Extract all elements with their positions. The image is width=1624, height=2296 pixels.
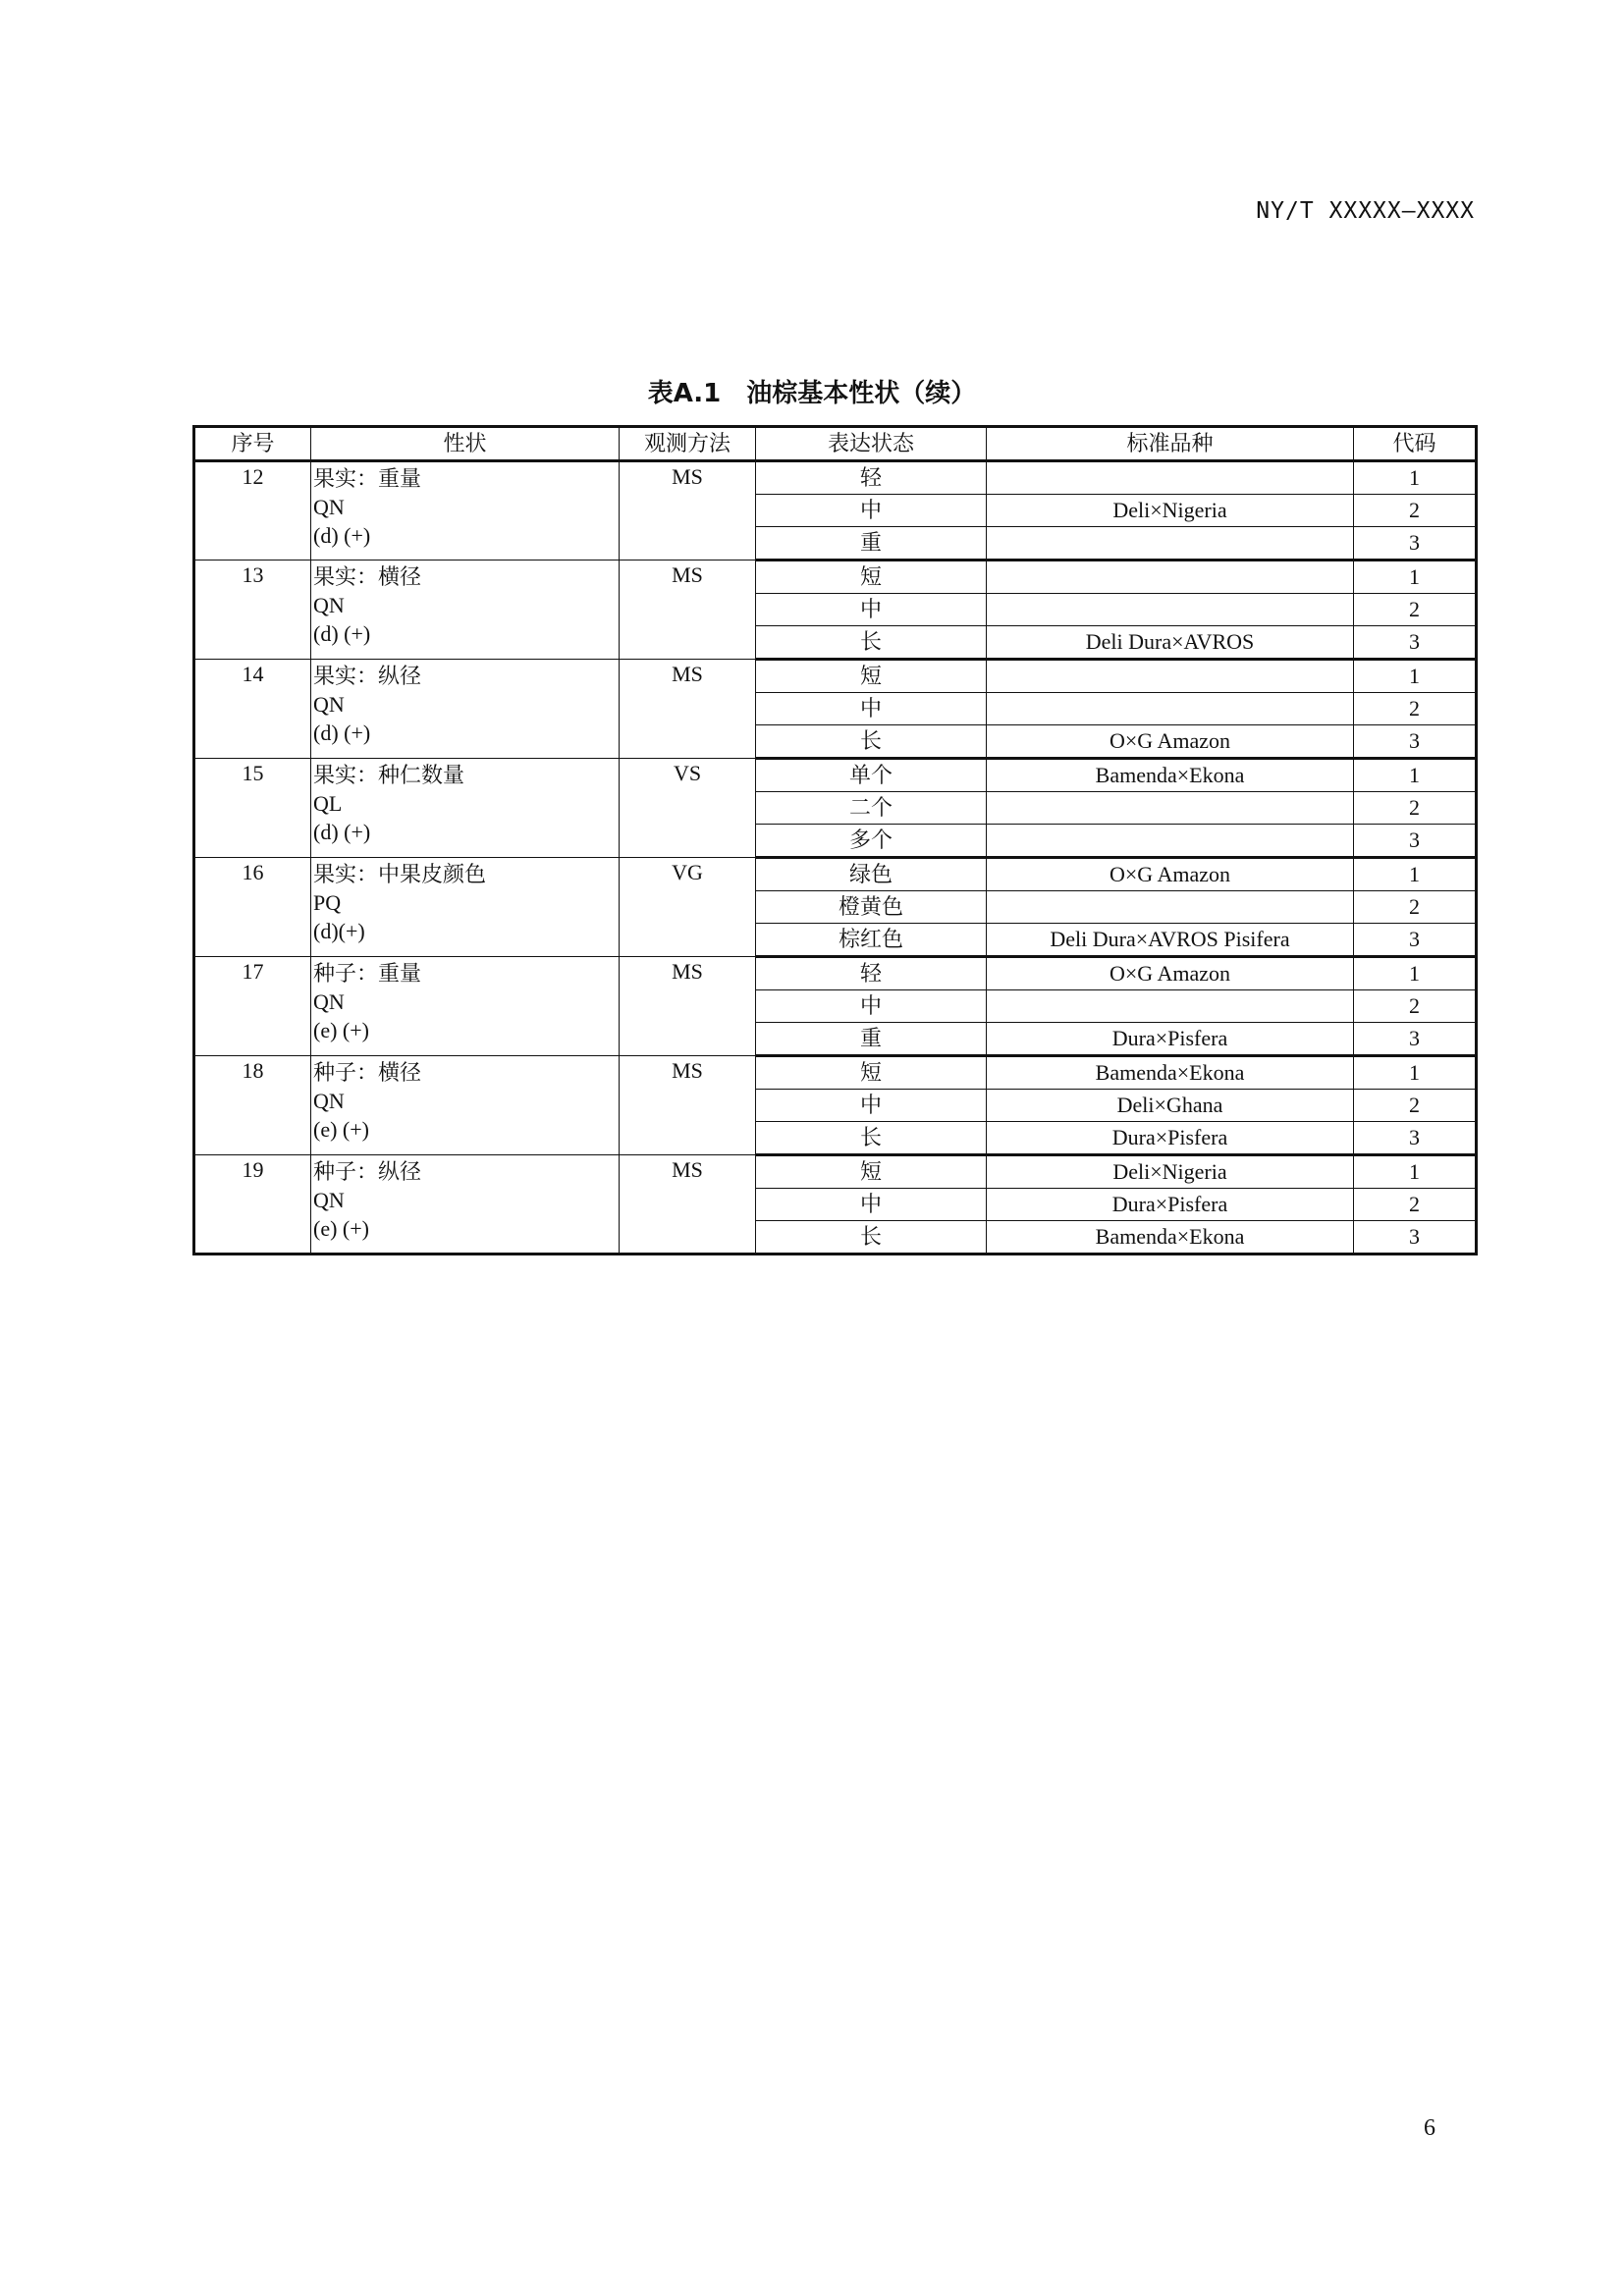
standard-variety-cell: O×G Amazon	[987, 725, 1354, 759]
code-cell: 1	[1354, 759, 1477, 792]
standard-variety-cell: O×G Amazon	[987, 858, 1354, 891]
standard-variety-cell	[987, 990, 1354, 1023]
expression-state-cell: 重	[756, 527, 987, 561]
standard-variety-cell: Bamenda×Ekona	[987, 1221, 1354, 1255]
trait-line: PQ	[313, 890, 342, 915]
trait-line: (e) (+)	[313, 1018, 369, 1042]
expression-state-cell: 橙黄色	[756, 891, 987, 924]
trait-cell	[311, 561, 620, 660]
trait-cell	[311, 461, 620, 561]
oil-palm-traits-table	[192, 425, 1478, 1255]
column-header-state: 表达状态	[756, 427, 987, 461]
table-row	[194, 1155, 1477, 1189]
trait-line: (d) (+)	[313, 820, 371, 844]
trait-line: 种子：纵径	[313, 1159, 422, 1184]
trait-seq-cell: 19	[194, 1155, 311, 1255]
standard-variety-cell: Bamenda×Ekona	[987, 1056, 1354, 1090]
trait-cell	[311, 660, 620, 759]
code-cell: 1	[1354, 1056, 1477, 1090]
code-cell: 2	[1354, 1189, 1477, 1221]
column-header-code: 代码	[1354, 427, 1477, 461]
standard-variety-cell: Deli×Ghana	[987, 1090, 1354, 1122]
standard-variety-cell: Deli Dura×AVROS Pisifera	[987, 924, 1354, 957]
standard-variety-cell	[987, 792, 1354, 825]
standard-variety-cell: Dura×Pisfera	[987, 1122, 1354, 1155]
trait-line: 果实：重量	[313, 466, 422, 491]
trait-line: QN	[313, 593, 345, 617]
expression-state-cell: 中	[756, 990, 987, 1023]
trait-line: (d) (+)	[313, 621, 371, 646]
page-number: 6	[1424, 2115, 1435, 2141]
expression-state-cell: 短	[756, 1056, 987, 1090]
expression-state-cell: 长	[756, 1221, 987, 1255]
trait-line: QN	[313, 989, 345, 1014]
code-cell: 2	[1354, 891, 1477, 924]
trait-line: 种子：横径	[313, 1060, 422, 1085]
table-row	[194, 561, 1477, 594]
expression-state-cell: 长	[756, 725, 987, 759]
code-cell: 3	[1354, 924, 1477, 957]
standard-variety-cell	[987, 660, 1354, 693]
table-body	[194, 461, 1477, 1255]
observation-method-cell: VS	[620, 759, 756, 858]
expression-state-cell: 短	[756, 561, 987, 594]
expression-state-cell: 中	[756, 693, 987, 725]
code-cell: 1	[1354, 1155, 1477, 1189]
trait-line: 果实：纵径	[313, 664, 422, 688]
trait-line: QL	[313, 791, 343, 816]
trait-line: QN	[313, 1188, 345, 1212]
standard-variety-cell	[987, 891, 1354, 924]
code-cell: 2	[1354, 495, 1477, 527]
trait-cell	[311, 759, 620, 858]
trait-seq-cell: 15	[194, 759, 311, 858]
standard-variety-cell	[987, 594, 1354, 626]
trait-cell	[311, 957, 620, 1056]
code-cell: 3	[1354, 1122, 1477, 1155]
standard-variety-cell: Dura×Pisfera	[987, 1023, 1354, 1056]
document-code: NY/T XXXXX—XXXX	[1256, 198, 1475, 224]
trait-cell	[311, 858, 620, 957]
code-cell: 3	[1354, 626, 1477, 660]
table-row	[194, 461, 1477, 495]
standard-variety-cell	[987, 527, 1354, 561]
standard-variety-cell: Dura×Pisfera	[987, 1189, 1354, 1221]
expression-state-cell: 轻	[756, 957, 987, 990]
standard-variety-cell: Bamenda×Ekona	[987, 759, 1354, 792]
code-cell: 2	[1354, 792, 1477, 825]
expression-state-cell: 中	[756, 1090, 987, 1122]
trait-line: 果实：中果皮颜色	[313, 862, 487, 886]
expression-state-cell: 长	[756, 1122, 987, 1155]
trait-line: 果实：横径	[313, 564, 422, 589]
trait-line: 种子：重量	[313, 961, 422, 986]
expression-state-cell: 绿色	[756, 858, 987, 891]
expression-state-cell: 棕红色	[756, 924, 987, 957]
standard-variety-cell	[987, 561, 1354, 594]
standard-variety-cell	[987, 693, 1354, 725]
expression-state-cell: 二个	[756, 792, 987, 825]
table-row	[194, 660, 1477, 693]
code-cell: 2	[1354, 594, 1477, 626]
trait-cell	[311, 1155, 620, 1255]
trait-line: (e) (+)	[313, 1216, 369, 1241]
code-cell: 3	[1354, 825, 1477, 858]
trait-cell	[311, 1056, 620, 1155]
table-title: 表A.1 油棕基本性状（续）	[647, 379, 977, 408]
trait-seq-cell: 13	[194, 561, 311, 660]
observation-method-cell: MS	[620, 1155, 756, 1255]
trait-line: QN	[313, 1089, 345, 1113]
observation-method-cell: MS	[620, 461, 756, 561]
expression-state-cell: 短	[756, 1155, 987, 1189]
table-row	[194, 957, 1477, 990]
trait-line: QN	[313, 495, 345, 519]
expression-state-cell: 重	[756, 1023, 987, 1056]
expression-state-cell: 中	[756, 495, 987, 527]
observation-method-cell: MS	[620, 957, 756, 1056]
observation-method-cell: VG	[620, 858, 756, 957]
expression-state-cell: 中	[756, 594, 987, 626]
trait-seq-cell: 12	[194, 461, 311, 561]
trait-line: QN	[313, 692, 345, 717]
code-cell: 1	[1354, 660, 1477, 693]
standard-variety-cell: Deli Dura×AVROS	[987, 626, 1354, 660]
code-cell: 2	[1354, 1090, 1477, 1122]
expression-state-cell: 轻	[756, 461, 987, 495]
code-cell: 1	[1354, 561, 1477, 594]
code-cell: 1	[1354, 461, 1477, 495]
standard-variety-cell: Deli×Nigeria	[987, 1155, 1354, 1189]
trait-seq-cell: 16	[194, 858, 311, 957]
expression-state-cell: 中	[756, 1189, 987, 1221]
code-cell: 2	[1354, 990, 1477, 1023]
column-header-seq: 序号	[194, 427, 311, 461]
trait-line: (d) (+)	[313, 721, 371, 745]
trait-line: (d) (+)	[313, 523, 371, 548]
trait-seq-cell: 18	[194, 1056, 311, 1155]
expression-state-cell: 短	[756, 660, 987, 693]
code-cell: 1	[1354, 858, 1477, 891]
code-cell: 1	[1354, 957, 1477, 990]
trait-seq-cell: 17	[194, 957, 311, 1056]
standard-variety-cell	[987, 461, 1354, 495]
code-cell: 2	[1354, 693, 1477, 725]
expression-state-cell: 单个	[756, 759, 987, 792]
table-row	[194, 858, 1477, 891]
observation-method-cell: MS	[620, 561, 756, 660]
column-header-method: 观测方法	[620, 427, 756, 461]
table-header-row	[194, 427, 1477, 461]
trait-line: 果实：种仁数量	[313, 763, 465, 787]
table-row	[194, 759, 1477, 792]
trait-line: (e) (+)	[313, 1117, 369, 1142]
code-cell: 3	[1354, 725, 1477, 759]
trait-line: (d)(+)	[313, 919, 365, 943]
expression-state-cell: 长	[756, 626, 987, 660]
standard-variety-cell	[987, 825, 1354, 858]
column-header-trait: 性状	[311, 427, 620, 461]
code-cell: 3	[1354, 1221, 1477, 1255]
code-cell: 3	[1354, 527, 1477, 561]
standard-variety-cell: Deli×Nigeria	[987, 495, 1354, 527]
standard-variety-cell: O×G Amazon	[987, 957, 1354, 990]
expression-state-cell: 多个	[756, 825, 987, 858]
observation-method-cell: MS	[620, 1056, 756, 1155]
observation-method-cell: MS	[620, 660, 756, 759]
column-header-variety: 标准品种	[987, 427, 1354, 461]
trait-seq-cell: 14	[194, 660, 311, 759]
table-row	[194, 1056, 1477, 1090]
code-cell: 3	[1354, 1023, 1477, 1056]
